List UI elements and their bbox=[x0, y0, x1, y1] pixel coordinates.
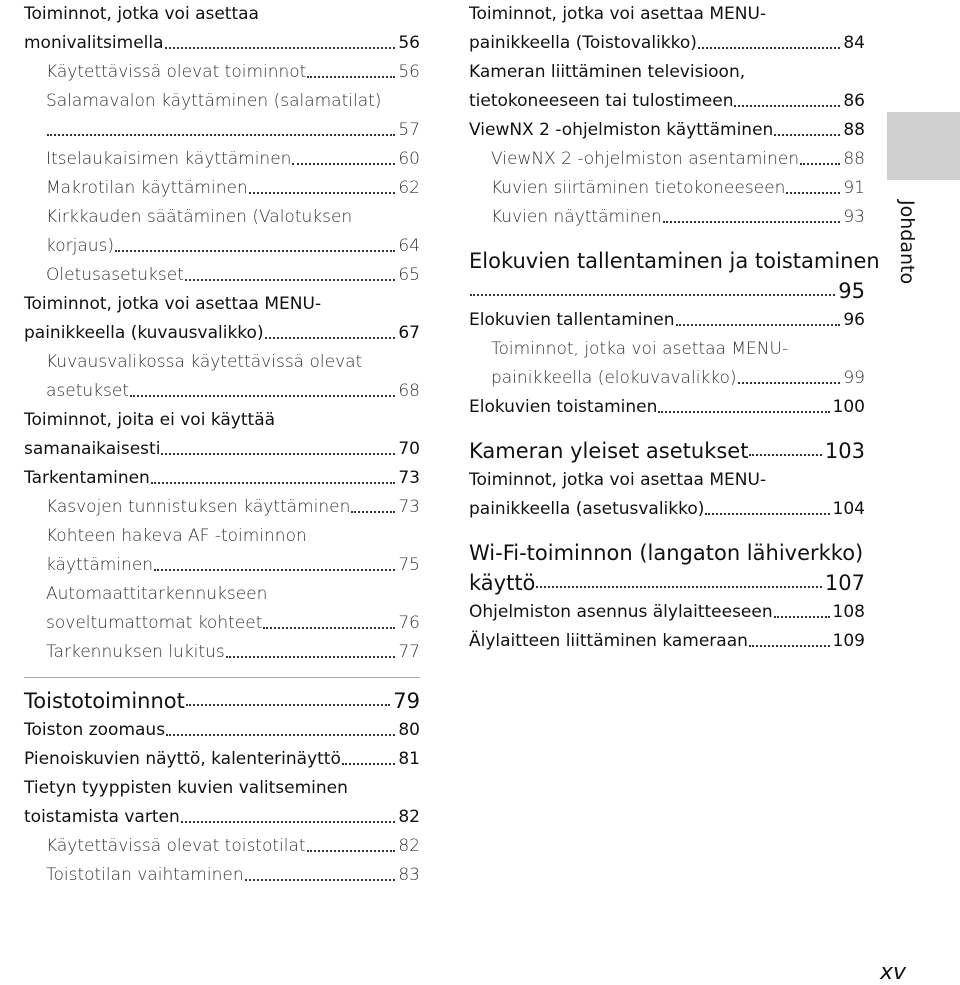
toc-right-column bbox=[469, 0, 880, 656]
toc-entry[interactable] bbox=[24, 832, 420, 861]
toc-entry[interactable] bbox=[24, 290, 420, 348]
dot-leader bbox=[351, 511, 395, 513]
dot-leader bbox=[800, 163, 840, 165]
toc-entry[interactable] bbox=[24, 203, 420, 261]
toc-entry-title-line: Käytettävissä olevat toistotilat bbox=[46, 836, 306, 856]
toc-entry-title-line: Makrotilan käyttäminen bbox=[46, 178, 248, 198]
toc-entry-title-line: Wi-Fi-toiminnon (langaton lähiverkko) bbox=[469, 541, 864, 565]
toc-entry-title-line: Toiminnot, jotka voi asettaa MENU- bbox=[469, 4, 767, 24]
toc-entry[interactable] bbox=[469, 335, 865, 393]
toc-page-number: 91 bbox=[843, 178, 865, 198]
toc-entry[interactable] bbox=[24, 638, 420, 667]
toc-entry[interactable] bbox=[24, 522, 420, 580]
toc-entry[interactable] bbox=[469, 627, 865, 656]
toc-entry-title-line: Kasvojen tunnistuksen käyttäminen bbox=[46, 497, 351, 517]
toc-page-number: 82 bbox=[398, 807, 420, 827]
dot-leader bbox=[130, 395, 395, 397]
dot-leader bbox=[226, 656, 396, 658]
dot-leader bbox=[734, 105, 840, 107]
toc-entry-title-line: Kirkkauden säätäminen (Valotuksen bbox=[46, 207, 353, 227]
toc-page-number: 96 bbox=[843, 310, 865, 330]
dot-leader bbox=[786, 192, 840, 194]
toc-entry[interactable] bbox=[24, 493, 420, 522]
toc-entry[interactable] bbox=[469, 393, 865, 422]
section-tab-label: Johdanto bbox=[896, 200, 918, 285]
dot-leader bbox=[245, 879, 396, 881]
toc-page-number: 56 bbox=[398, 33, 420, 53]
toc-entry-title-line: tietokoneeseen tai tulostimeen bbox=[469, 91, 734, 111]
toc-entry[interactable] bbox=[469, 145, 865, 174]
toc-entry-title-line: Itselaukaisimen käyttäminen bbox=[46, 149, 292, 169]
toc-entry-title-line: Pienoiskuvien näyttö, kalenterinäyttö bbox=[24, 749, 341, 769]
toc-page-number: 73 bbox=[398, 497, 420, 517]
page-number: xv bbox=[879, 960, 906, 985]
toc-entry-title-line: Toiminnot, jotka voi asettaa bbox=[24, 4, 259, 24]
toc-page-number: 82 bbox=[398, 836, 420, 856]
toc-entry-title-line: käyttö bbox=[469, 571, 536, 595]
toc-page-number: 73 bbox=[398, 468, 420, 488]
dot-leader bbox=[154, 569, 395, 571]
toc-entry-title-line: Toiston zoomaus bbox=[24, 720, 166, 740]
dot-leader bbox=[47, 134, 395, 136]
dot-leader bbox=[249, 192, 396, 194]
toc-entry-title-line: painikkeella (kuvausvalikko) bbox=[24, 323, 264, 343]
section-tab-marker bbox=[887, 112, 960, 180]
toc-page-number: 60 bbox=[398, 149, 420, 169]
toc-entry[interactable] bbox=[469, 598, 865, 627]
toc-page-number: 86 bbox=[843, 91, 865, 111]
toc-entry[interactable] bbox=[469, 466, 865, 524]
toc-entry[interactable] bbox=[469, 436, 865, 466]
toc-page-number: 88 bbox=[843, 149, 865, 169]
toc-entry-title-line: Toistotoiminnot bbox=[24, 689, 185, 713]
toc-page-number: 103 bbox=[824, 439, 865, 463]
toc-page-number: 88 bbox=[843, 120, 865, 140]
dot-leader bbox=[265, 337, 396, 339]
toc-entry[interactable] bbox=[469, 58, 865, 116]
toc-page-number: 76 bbox=[398, 613, 420, 633]
toc-entry-title-line: Toiminnot, jotka voi asettaa MENU- bbox=[24, 294, 322, 314]
toc-entry-title-line: Kuvausvalikossa käytettävissä olevat bbox=[46, 352, 363, 372]
dot-leader bbox=[115, 250, 395, 252]
toc-entry[interactable] bbox=[24, 745, 420, 774]
dot-leader bbox=[307, 76, 395, 78]
toc-entry[interactable] bbox=[469, 0, 865, 58]
toc-page-number: 99 bbox=[843, 368, 865, 388]
toc-left-column bbox=[24, 0, 420, 890]
toc-entry-title-line: Kuvien näyttäminen bbox=[491, 207, 662, 227]
toc-entry-title-line: Automaattitarkennukseen bbox=[46, 584, 268, 604]
toc-page-number: 64 bbox=[398, 236, 420, 256]
toc-page-number: 81 bbox=[398, 749, 420, 769]
toc-entry[interactable] bbox=[24, 686, 420, 716]
toc-page-number: 75 bbox=[398, 555, 420, 575]
toc-entry[interactable] bbox=[24, 87, 420, 145]
toc-page-number: 104 bbox=[832, 499, 865, 519]
toc-page-number: 107 bbox=[824, 571, 865, 595]
toc-page-number: 93 bbox=[843, 207, 865, 227]
dot-leader bbox=[166, 734, 395, 736]
toc-page-number: 83 bbox=[398, 865, 420, 885]
toc-entry-title-line: painikkeella (asetusvalikko) bbox=[469, 499, 705, 519]
toc-entry-title-line: Kameran yleiset asetukset bbox=[469, 439, 749, 463]
dot-leader bbox=[676, 324, 841, 326]
toc-entry[interactable] bbox=[24, 774, 420, 832]
toc-entry-title-line: Kuvien siirtäminen tietokoneeseen bbox=[491, 178, 786, 198]
toc-page-number: 57 bbox=[398, 120, 420, 140]
dot-leader bbox=[185, 279, 396, 281]
dot-leader bbox=[698, 47, 840, 49]
toc-entry-title-line: Salamavalon käyttäminen (salamatilat) bbox=[46, 91, 382, 111]
toc-entry-title-line: soveltumattomat kohteet bbox=[46, 613, 263, 633]
toc-entry-title-line: Käytettävissä olevat toiminnot bbox=[46, 62, 307, 82]
toc-entry-title-line: Tietyn tyyppisten kuvien valitseminen bbox=[24, 778, 348, 798]
dot-leader bbox=[738, 382, 841, 384]
dot-leader bbox=[161, 453, 395, 455]
toc-entry-title-line: Tarkennuksen lukitus bbox=[46, 642, 225, 662]
toc-page-number: 70 bbox=[398, 439, 420, 459]
toc-entry-title-line: samanaikaisesti bbox=[24, 439, 161, 459]
dot-leader bbox=[774, 616, 830, 618]
toc-page-number: 100 bbox=[832, 397, 865, 417]
toc-page-number: 68 bbox=[398, 381, 420, 401]
toc-entry-title-line: Elokuvien toistaminen bbox=[469, 397, 658, 417]
toc-entry[interactable] bbox=[24, 406, 420, 464]
dot-leader bbox=[749, 645, 830, 647]
toc-entry-title-line: Ohjelmiston asennus älylaitteeseen bbox=[469, 602, 773, 622]
toc-entry[interactable] bbox=[469, 538, 865, 598]
dot-leader bbox=[663, 221, 841, 223]
toc-entry-title-line: painikkeella (Toistovalikko) bbox=[469, 33, 697, 53]
dot-leader bbox=[749, 454, 821, 456]
toc-entry[interactable] bbox=[24, 58, 420, 87]
toc-entry-title-line: ViewNX 2 -ohjelmiston käyttäminen bbox=[469, 120, 774, 140]
toc-entry[interactable] bbox=[24, 0, 420, 58]
toc-entry-title-line: Toiminnot, jotka voi asettaa MENU- bbox=[469, 470, 767, 490]
toc-entry[interactable] bbox=[469, 306, 865, 335]
dot-leader bbox=[774, 134, 840, 136]
toc-entry-title-line: monivalitsimella bbox=[24, 33, 164, 53]
dot-leader bbox=[658, 411, 829, 413]
toc-entry-title-line: Älylaitteen liittäminen kameraan bbox=[469, 631, 748, 651]
dot-leader bbox=[470, 294, 835, 296]
toc-entry[interactable] bbox=[24, 174, 420, 203]
toc-entry-title-line: Toistotilan vaihtaminen bbox=[46, 865, 244, 885]
toc-entry[interactable] bbox=[24, 261, 420, 290]
toc-page-number: 79 bbox=[393, 689, 420, 713]
dot-leader bbox=[536, 586, 822, 588]
dot-leader bbox=[186, 704, 390, 706]
toc-page-number: 77 bbox=[398, 642, 420, 662]
toc-entry-title-line: Elokuvien tallentaminen bbox=[469, 310, 675, 330]
toc-entry[interactable] bbox=[24, 580, 420, 638]
toc-entry-title-line: Elokuvien tallentaminen ja toistaminen bbox=[469, 249, 880, 273]
toc-page-number: 65 bbox=[398, 265, 420, 285]
dot-leader bbox=[307, 850, 396, 852]
toc-page-number: 109 bbox=[832, 631, 865, 651]
dot-leader bbox=[165, 47, 396, 49]
toc-entry-title-line: Kameran liittäminen televisioon, bbox=[469, 62, 746, 82]
toc-entry-title-line: asetukset bbox=[46, 381, 129, 401]
dot-leader bbox=[292, 163, 395, 165]
toc-entry[interactable] bbox=[469, 246, 880, 306]
toc-page-number: 84 bbox=[843, 33, 865, 53]
toc-entry-title-line: ViewNX 2 -ohjelmiston asentaminen bbox=[491, 149, 800, 169]
toc-entry-title-line: painikkeella (elokuvavalikko) bbox=[491, 368, 737, 388]
dot-leader bbox=[342, 763, 395, 765]
toc-page-number: 56 bbox=[398, 62, 420, 82]
toc-entry[interactable] bbox=[24, 348, 420, 406]
toc-entry-title-line: toistamista varten bbox=[24, 807, 180, 827]
dot-leader bbox=[263, 627, 395, 629]
toc-page-number: 67 bbox=[398, 323, 420, 343]
toc-entry-title-line: Toiminnot, joita ei voi käyttää bbox=[24, 410, 276, 430]
toc-entry-title-line: korjaus) bbox=[46, 236, 115, 256]
section-divider bbox=[24, 677, 420, 678]
toc-page-number: 108 bbox=[832, 602, 865, 622]
toc-entry-title-line: käyttäminen bbox=[46, 555, 154, 575]
toc-entry[interactable] bbox=[469, 116, 865, 145]
dot-leader bbox=[151, 482, 396, 484]
toc-entry[interactable] bbox=[24, 861, 420, 890]
dot-leader bbox=[705, 513, 829, 515]
toc-entry-title-line: Kohteen hakeva AF -toiminnon bbox=[46, 526, 307, 546]
toc-entry[interactable] bbox=[24, 145, 420, 174]
toc-entry[interactable] bbox=[24, 716, 420, 745]
toc-entry[interactable] bbox=[469, 203, 865, 232]
toc-entry-title-line: Tarkentaminen bbox=[24, 468, 150, 488]
toc-entry-title-line: Oletusasetukset bbox=[46, 265, 184, 285]
dot-leader bbox=[181, 821, 396, 823]
toc-page-number: 95 bbox=[838, 279, 865, 303]
toc-entry[interactable] bbox=[469, 174, 865, 203]
toc-page-number: 62 bbox=[398, 178, 420, 198]
toc-entry-title-line: Toiminnot, jotka voi asettaa MENU- bbox=[491, 339, 789, 359]
toc-page-number: 80 bbox=[398, 720, 420, 740]
toc-entry[interactable] bbox=[24, 464, 420, 493]
